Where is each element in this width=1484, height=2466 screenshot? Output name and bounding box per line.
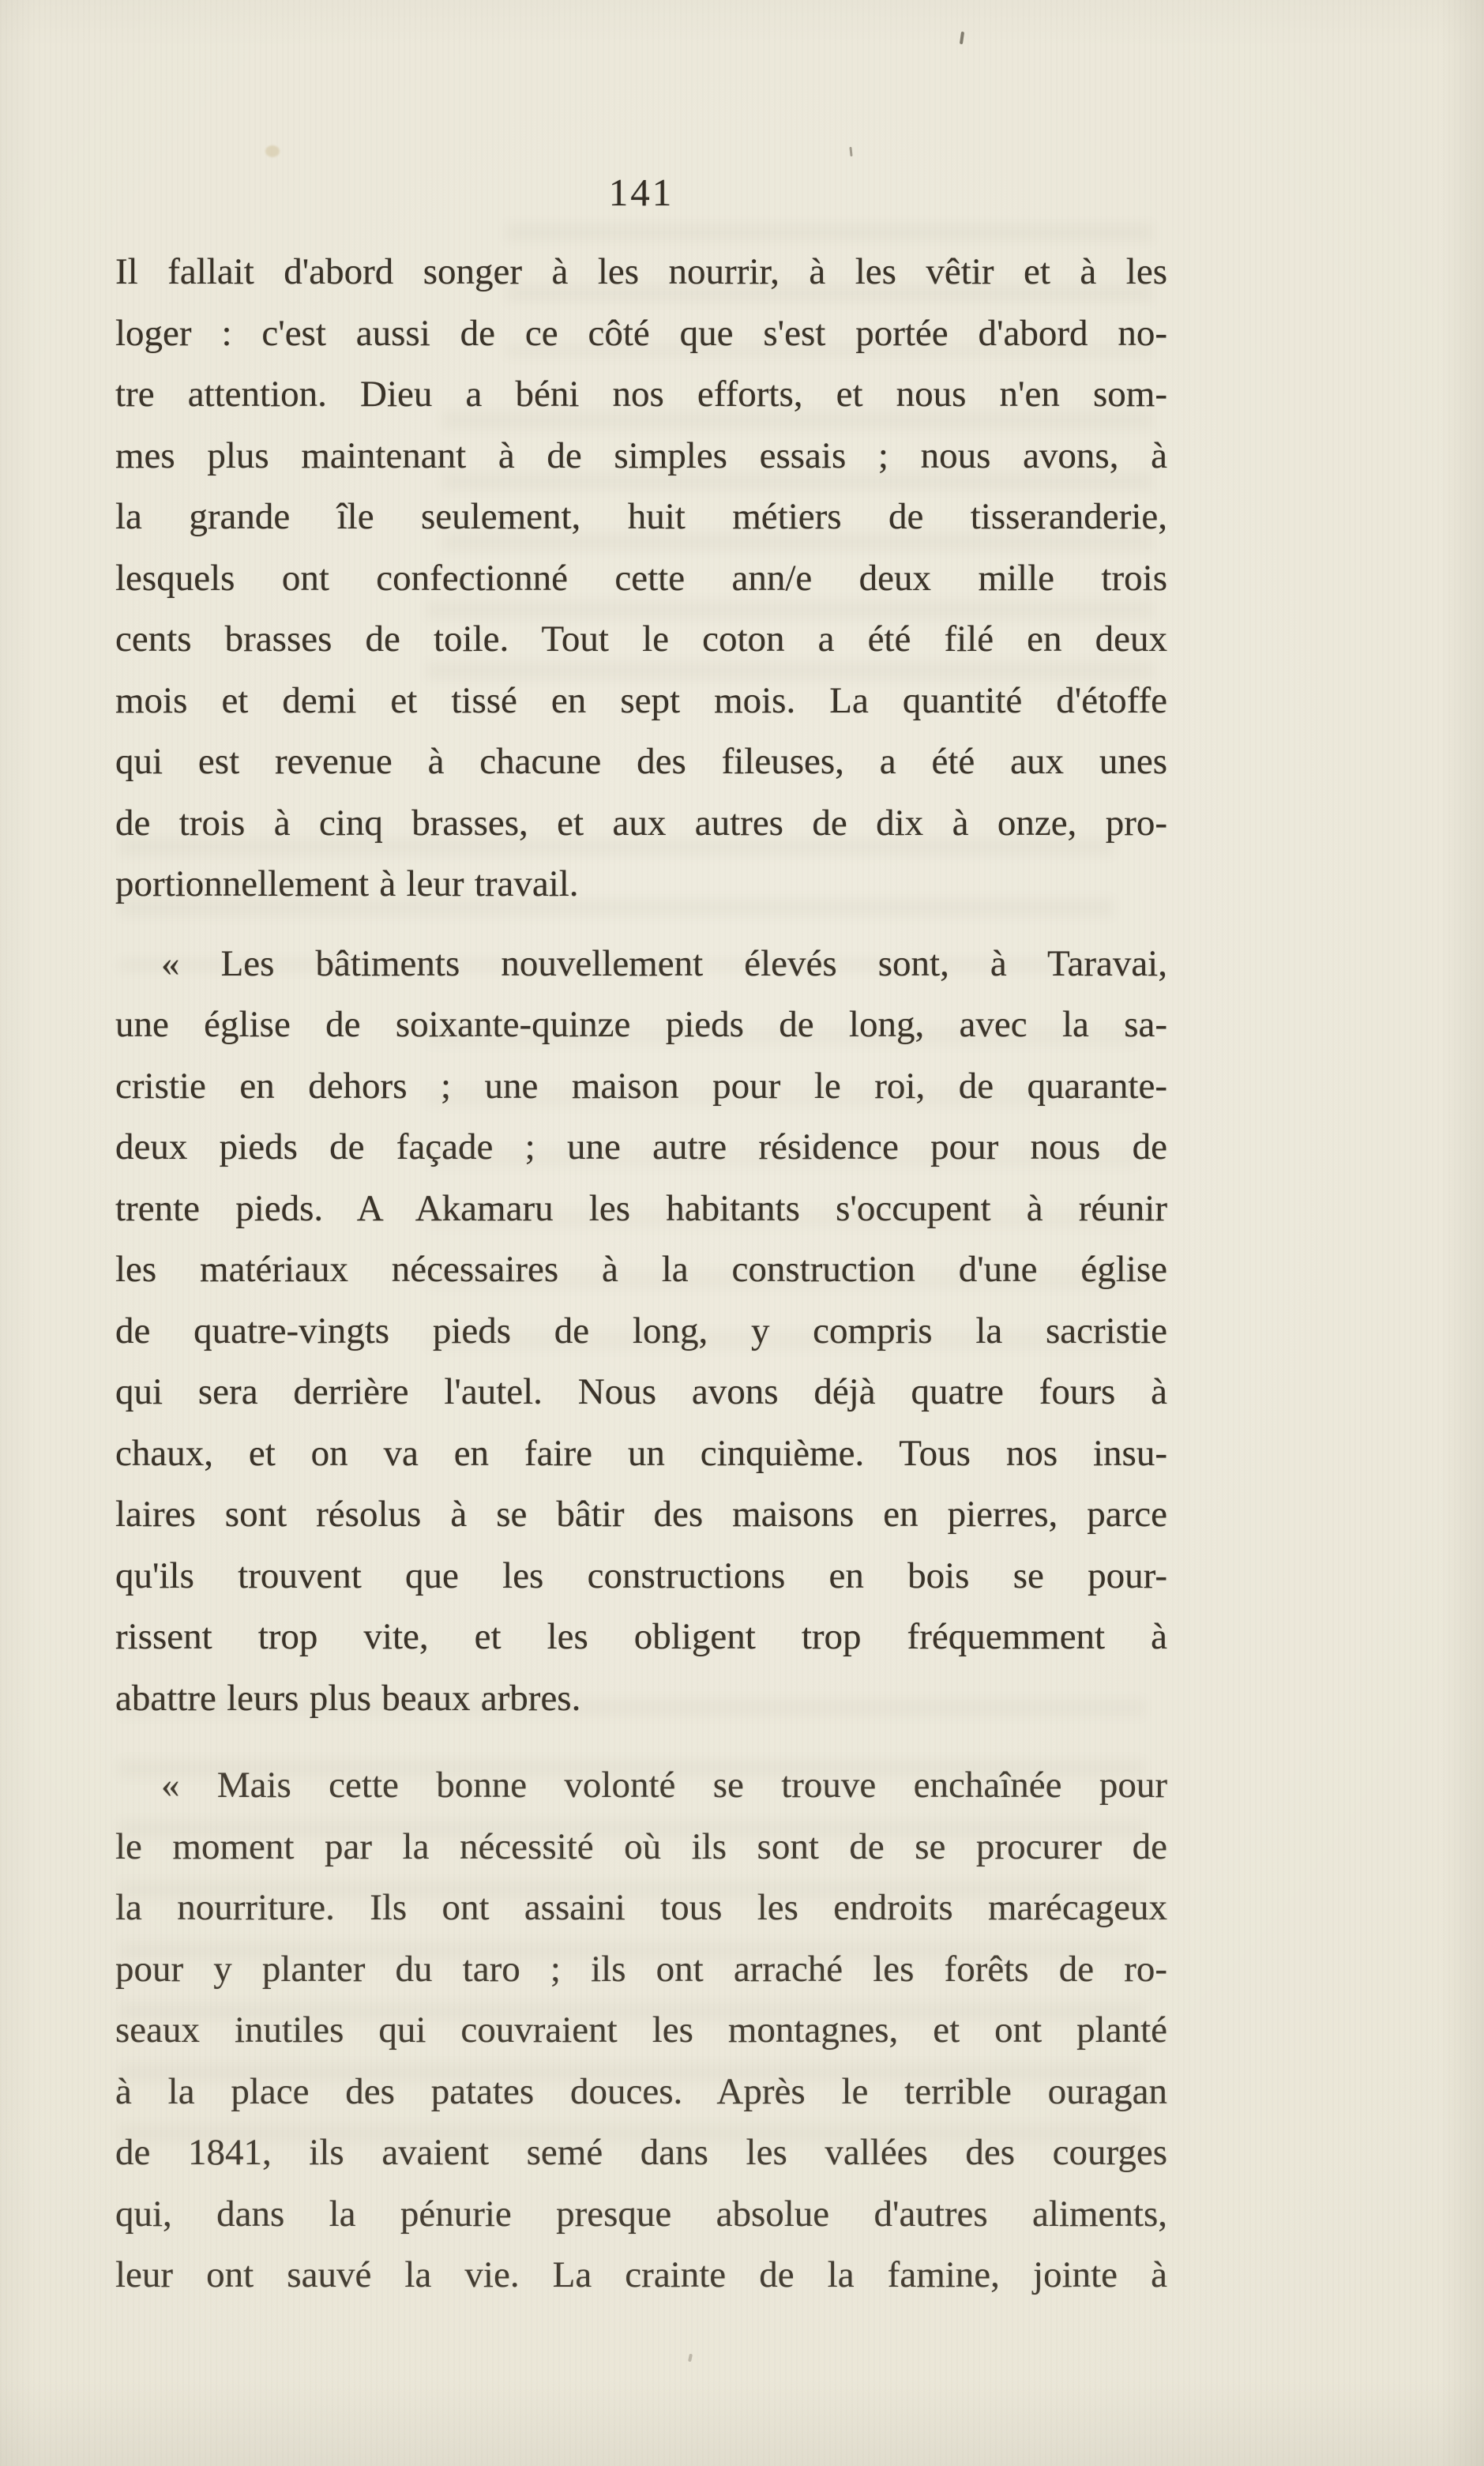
text-line: qui est revenue à chacune des fileuses, a été aux unes: [115, 741, 1167, 782]
text-line: mes plus maintenant à de simples essais ; nous avons, à: [115, 434, 1167, 476]
paper-speck: [960, 32, 964, 44]
paragraph: [115, 934, 1167, 1730]
text-line: leur ont sauvé la vie. La crainte de la famine, jointe à: [115, 2254, 1167, 2295]
paper-speck: [265, 145, 280, 157]
text-line: la nourriture. Ils ont assaini tous les endroits marécageux: [115, 1887, 1167, 1928]
page-text: [115, 242, 1167, 2306]
paper-speck: [849, 147, 852, 156]
text-line: qui, dans la pénurie presque absolue d'autres aliments,: [115, 2193, 1167, 2235]
text-line: cents brasses de toile. Tout le coton a été filé en deux: [115, 618, 1167, 660]
text-line: chaux, et on va en faire un cinquième. Tous nos insu-: [115, 1432, 1167, 1474]
text-line: portionnellement à leur travail.: [115, 863, 579, 904]
text-line: « Les bâtiments nouvellement élevés sont, à Taravai,: [161, 942, 1167, 984]
text-line: de trois à cinq brasses, et aux autres de dix à onze, pro-: [115, 802, 1167, 844]
text-line: loger : c'est aussi de ce côté que s'est portée d'abord no-: [115, 312, 1167, 354]
text-line: qu'ils trouvent que les constructions en bois se pour-: [115, 1554, 1167, 1596]
paragraph: [115, 1755, 1167, 2306]
text-line: deux pieds de façade ; une autre résidence pour nous de: [115, 1126, 1167, 1167]
text-line: à la place des patates douces. Après le terrible ouragan: [115, 2070, 1167, 2112]
text-line: de quatre-vingts pieds de long, y compris la sacristie: [115, 1310, 1167, 1351]
text-line: Il fallait d'abord songer à les nourrir, à les vêtir et à les: [115, 251, 1167, 292]
text-line: seaux inutiles qui couvraient les montagnes, et ont planté: [115, 2009, 1167, 2051]
page-number: 141: [608, 171, 674, 214]
text-line: la grande île seulement, huit métiers de tisseranderie,: [115, 496, 1167, 537]
text-line: trente pieds. A Akamaru les habitants s'occupent à réunir: [115, 1187, 1167, 1229]
text-line: « Mais cette bonne volonté se trouve enchaînée pour: [161, 1765, 1167, 1806]
text-line: laires sont résolus à se bâtir des maisons en pierres, parce: [115, 1494, 1167, 1535]
text-line: le moment par la nécessité où ils sont de se procurer de: [115, 1825, 1167, 1867]
text-line: rissent trop vite, et les obligent trop fréquemment à: [115, 1616, 1167, 1657]
text-line: lesquels ont confectionné cette ann/e deux mille trois: [115, 557, 1167, 599]
text-line: les matériaux nécessaires à la construction d'une église: [115, 1249, 1167, 1290]
text-line: mois et demi et tissé en sept mois. La quantité d'étoffe: [115, 679, 1167, 721]
text-line: abattre leurs plus beaux arbres.: [115, 1677, 581, 1719]
text-line: tre attention. Dieu a béni nos efforts, et nous n'en som-: [115, 374, 1167, 415]
text-line: qui sera derrière l'autel. Nous avons déjà quatre fours à: [115, 1371, 1167, 1412]
text-line: une église de soixante-quinze pieds de long, avec la sa-: [115, 1004, 1167, 1045]
text-line: pour y planter du taro ; ils ont arraché les forêts de ro-: [115, 1948, 1167, 1990]
paper-speck: [688, 2354, 693, 2363]
text-line: cristie en dehors ; une maison pour le roi, de quarante-: [115, 1065, 1167, 1107]
text-line: de 1841, ils avaient semé dans les vallées des courges: [115, 2132, 1167, 2173]
paragraph: [115, 242, 1167, 915]
